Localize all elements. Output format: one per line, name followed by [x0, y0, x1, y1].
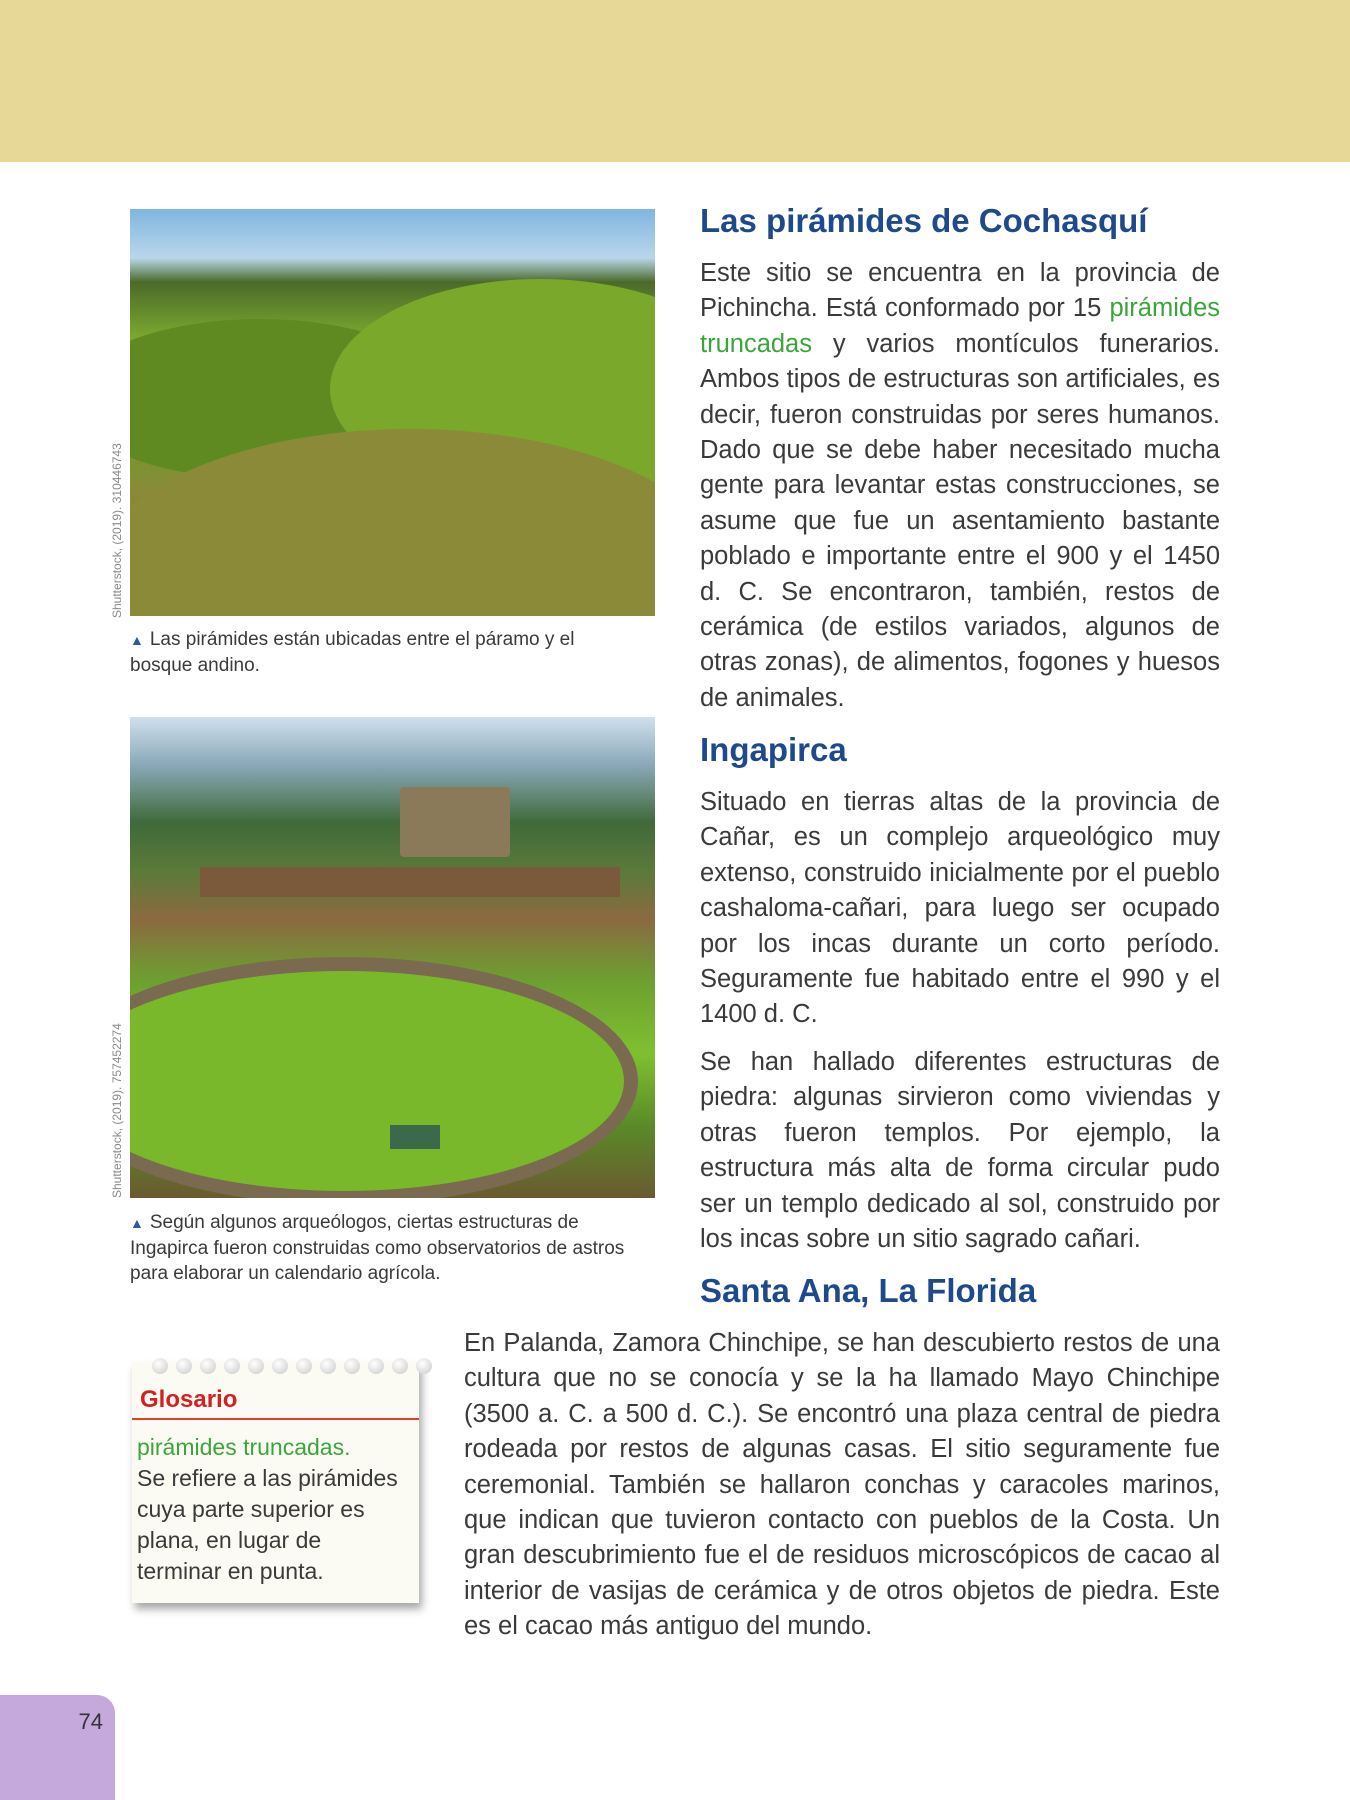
glossary-title: Glosario	[140, 1386, 238, 1413]
glossary-term-link: pirámides truncadas	[700, 294, 1220, 358]
glossary-box	[132, 1362, 419, 1603]
paragraph-ingapirca-2: Se han hallado diferentes estructuras de piedra: algunas sirvieron como viviendas y otras fueron templos. Por ejemplo, la estructura más alta de forma circular pudo ser un templo dedicado al sol, construido por los incas sobre un sitio sagrado cañari.	[700, 1048, 1220, 1254]
heading-cochasqui: Las pirámides de Cochasquí	[700, 202, 1148, 239]
photo-cochasqui-pyramids	[130, 209, 655, 616]
page-number-tab	[0, 1695, 115, 1800]
glossary-entry	[137, 1432, 407, 1587]
photo-caption	[130, 627, 630, 678]
caption-text: Las pirámides están ubicadas entre el páramo y el bosque andino.	[130, 629, 575, 676]
photo-caption	[130, 1210, 630, 1286]
paragraph-cochasqui	[700, 256, 1220, 716]
spiral-binding	[152, 1358, 432, 1374]
caption-text: Según algunos arqueólogos, ciertas estructuras de Ingapirca fueron construidas como observatorios de astros para elaborar un calendario agrícola.	[130, 1212, 625, 1284]
heading-ingapirca: Ingapirca	[700, 731, 847, 768]
top-band	[0, 0, 1350, 162]
glossary-definition: Se refiere a las pirámides cuya parte superior es plana, en lugar de terminar en punta.	[137, 1465, 398, 1584]
photo-credit: Shutterstock, (2019). 757452274	[110, 1023, 124, 1198]
heading-santa-ana: Santa Ana, La Florida	[700, 1272, 1037, 1309]
text: y varios montículos funerarios. Ambos tipos de estructuras son artificiales, es decir, fueron construidas por seres humanos. Dado que se debe haber necesitado mucha gente para levantar estas construcciones, se asume que fue un asentamiento bastante poblado e importante entre el 900 y el 1450 d. C. Se encontraron, también, restos de cerámica (de estilos variados, algunos de otras zonas), de alimentos, fogones y huesos de animales.	[700, 329, 1220, 712]
page-number: 74	[78, 1709, 103, 1734]
triangle-icon: ▲	[130, 632, 144, 648]
divider	[132, 1418, 419, 1420]
glossary-term: pirámides truncadas.	[137, 1434, 351, 1460]
text: Este sitio se encuentra en la provincia de Pichincha. Está conformado por 15	[700, 259, 1220, 323]
triangle-icon: ▲	[130, 1215, 144, 1231]
photo-credit: Shutterstock, (2019). 310446743	[110, 443, 124, 618]
paragraph-santa-ana: En Palanda, Zamora Chinchipe, se han descubierto restos de una cultura que no se conocía y se la ha llamado Mayo Chinchipe (3500 a. C. a 500 d. C.). Se encontró una plaza central de piedra rodeada por restos de algunas casas. El sitio seguramente fue ceremonial. También se hallaron conchas y caracoles marinos, que indican que tuvieron contacto con pueblos de la Costa. Un gran descubrimiento fue el de residuos microscópicos de cacao al interior de vasijas de cerámica y de otros objetos de piedra. Este es el cacao más antiguo del mundo.	[464, 1329, 1220, 1641]
paragraph-ingapirca-1: Situado en tierras altas de la provincia de Cañar, es un complejo arqueológico muy extenso, construido inicialmente por el pueblo cashaloma-cañari, para luego ser ocupado por los incas durante un corto período. Seguramente fue habitado entre el 990 y el 1400 d. C.	[700, 788, 1220, 1029]
photo-ingapirca	[130, 717, 655, 1198]
